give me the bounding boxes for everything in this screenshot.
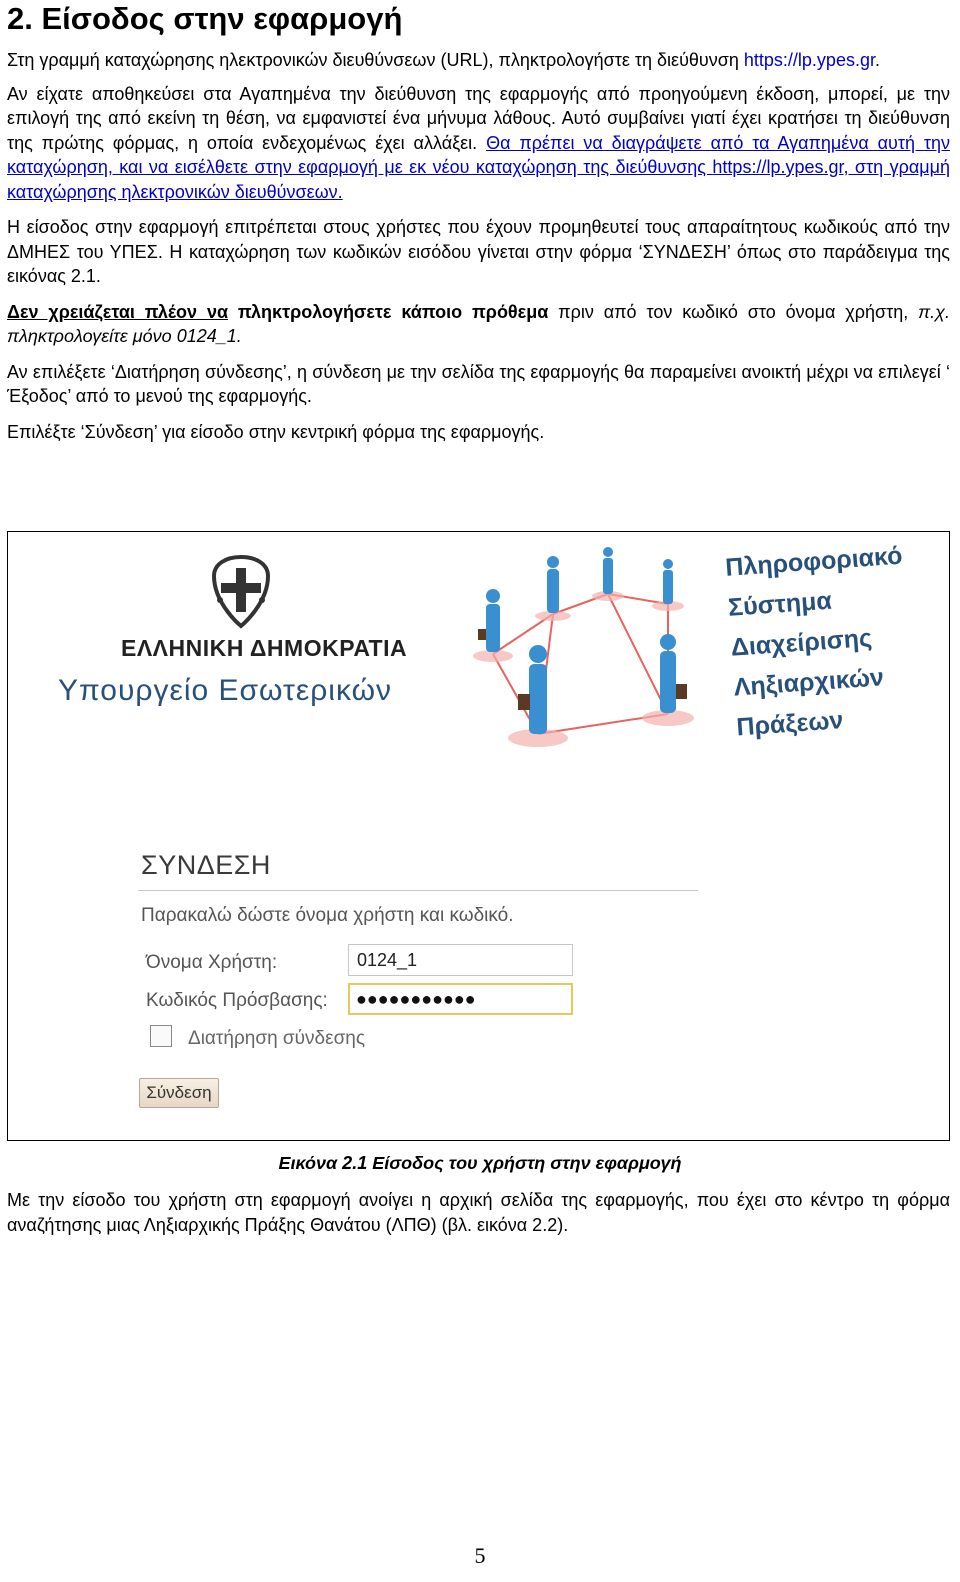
paragraph-favorites-text: Αν είχατε αποθηκεύσει στα Αγαπημένα την διεύθυνση της εφαρμογής από προηγούμενη έκδοση, μπορεί, με την επιλογή της από εκείνη τη θέση, να εμφανιστεί ένα μήνυμα λάθους. Αυτό συμβαίνει γιατί έχει κρατήσει τη διεύθυνση της πρώτης φόρμας, η οποία ενδεχομένως έχει αλλάξει. [7,83,950,153]
username-input[interactable] [348,944,573,976]
document-body-continued [7,1188,950,1237]
paragraph-url-end: . [874,50,880,70]
url-link-2[interactable]: https://lp.ypes.gr [712,157,844,177]
prefix-text: πριν από τον κωδικό στο όνομα χρήστη, [548,301,919,322]
login-prompt: Παρακαλώ δώστε όνομα χρήστη και κωδικό. [141,905,514,926]
prefix-emphasis-underlined: Δεν χρειάζεται πλέον να [7,301,229,322]
paragraph-favorites-warning-a: Θα πρέπει να διαγράψετε από τα Αγαπημένα αυτή την καταχώρηση, και να εισέλθετε στην εφαρμογή με εκ νέου καταχώρηση της διεύθυνσης [7,132,950,177]
people-network-illustration [448,534,728,784]
login-title: ΣΥΝΔΕΣΗ [141,850,271,880]
page-number: 5 [474,1543,486,1568]
greek-emblem-icon [208,554,274,630]
url-link[interactable]: https://lp.ypes.gr [743,50,875,70]
paragraph-url-text: Στη γραμμή καταχώρησης ηλεκτρονικών διευθύνσεων (URL), πληκτρολογήστε τη διεύθυνση [7,50,744,70]
remember-checkbox[interactable] [150,1025,172,1047]
paragraph-favorites [7,82,950,205]
login-button[interactable]: Σύνδεση [139,1078,219,1108]
ministry-name: Υπουργείο Εσωτερικών [58,674,393,707]
paragraph-remember: Αν επιλέξετε ‘Διατήρηση σύνδεσης’, η σύνδεση με την σελίδα της εφαρμογής θα παραμείνει ανοικτή μέχρι να επιλεγεί ‘ Έξοδος’ από το μενού της εφαρμογής. [7,361,950,406]
system-title-line: Πράξεων [735,706,845,742]
figure-caption: Εικόνα 2.1 Είσοδος του χρήστη στην εφαρμογή [278,1153,682,1173]
password-input[interactable] [348,983,573,1015]
section-title: 2. Είσοδος στην εφαρμογή [7,1,403,36]
document-body [7,0,950,444]
paragraph-favorites-warning-b: , στη γραμμή καταχώρησης ηλεκτρονικών διευθύνσεων. [7,157,951,202]
paragraph-prefix [7,300,950,349]
remember-label: Διατήρηση σύνδεσης [188,1028,366,1049]
system-title-line: Διαχείρισης [729,623,873,662]
prefix-example: π.χ. πληκτρολογείτε μόνο 0124_1. [7,301,951,346]
system-title [724,532,950,747]
login-divider [138,890,698,891]
password-label: Κωδικός Πρόσβασης: [146,990,328,1011]
paragraph-select-login: Επιλέξτε ‘Σύνδεση’ για είσοδο στην κεντρική φόρμα της εφαρμογής. [7,421,545,442]
paragraph-access: Η είσοδος στην εφαρμογή επιτρέπεται στους χρήστες που έχουν προμηθευτεί τους απαραίτητους κωδικούς από την ΔΜΗΕΣ του ΥΠΕΣ. Η καταχώρηση των κωδικών εισόδου γίνεται στην φόρμα ‘ΣΥΝΔΕΣΗ’ όπως στο παράδειγμα της εικόνας 2.1. [7,217,950,286]
system-title-line: Πληροφοριακό [724,541,904,582]
paragraph-home-page: Με την είσοδο του χρήστη στη εφαρμογή ανοίγει η αρχική σελίδα της εφαρμογής, που έχει στο κέντρο τη φόρμα αναζήτησης μιας Ληξιαρχικής Πράξης Θανάτου (ΛΠΘ) (βλ. εικόνα 2.2). [7,1190,950,1235]
login-screenshot-figure [7,531,950,1141]
ministry-subtitle: ΕΛΛΗΝΙΚΗ ΔΗΜΟΚΡΑΤΙΑ [121,635,408,661]
system-title-line: Ληξιαρχικών [732,663,885,702]
paragraph-url [7,48,950,73]
prefix-emphasis: πληκτρολογήσετε κάποιο πρόθεμα [228,301,549,322]
username-label: Όνομα Χρήστη: [146,952,278,973]
system-title-line: Σύστημα [727,586,833,622]
